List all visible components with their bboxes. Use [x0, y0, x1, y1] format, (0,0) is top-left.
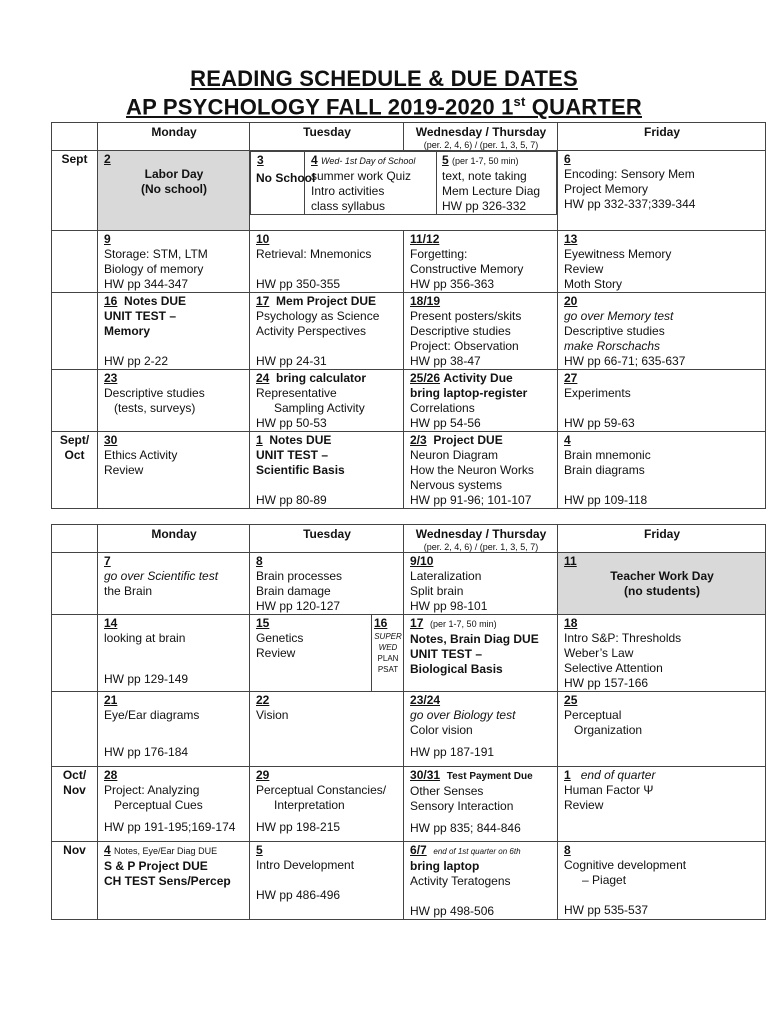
day-cell: 14 looking at brain HW pp 129-149	[98, 615, 250, 692]
header-tuesday: Tuesday	[250, 123, 404, 151]
table-row	[52, 151, 766, 231]
table-row	[52, 432, 766, 509]
day-cell: 5 Intro Development HW pp 486-496	[250, 842, 404, 920]
day-cell: 8 Brain processes Brain damage HW pp 120-127	[250, 553, 404, 615]
table-row	[52, 842, 766, 920]
day-cell: 3 4 Wed- 1st Day of School summer work Quiz Intro activities class syllabus 5 (per 1-7, 50 min) text, note taking Mem Lecture Diag HW pp 326-332 No School	[250, 151, 558, 231]
day-cell: 23/24 go over Biology test Color vision HW pp 187-191	[404, 692, 558, 767]
header-blank	[52, 123, 98, 151]
month-label	[52, 615, 98, 692]
day-cell: 21 Eye/Ear diagrams HW pp 176-184	[98, 692, 250, 767]
day-cell: 17 Mem Project DUE Psychology as Science Activity Perspectives HW pp 24-31	[250, 293, 404, 370]
header-friday: Friday	[558, 123, 766, 151]
page-title-line-2: AP PSYCHOLOGY FALL 2019-2020 1st QUARTER	[126, 94, 642, 120]
day-cell: 16 SUPER WED PLAN PSAT	[372, 615, 404, 692]
day-cell: 27 Experiments HW pp 59-63	[558, 370, 766, 432]
month-label: Sept/ Oct	[52, 432, 98, 509]
day-cell: 9 Storage: STM, LTM Biology of memory HW pp 344-347	[98, 231, 250, 293]
month-label	[52, 553, 98, 615]
day-cell: 17 (per 1-7, 50 min) Notes, Brain Diag DUE UNIT TEST – Biological Basis	[404, 615, 558, 692]
month-label	[52, 370, 98, 432]
page-title-line-1: READING SCHEDULE & DUE DATES	[190, 66, 578, 91]
schedule-table-2	[51, 524, 766, 920]
day-cell: 10 Retrieval: Mnemonics HW pp 350-355	[250, 231, 404, 293]
day-cell: 7 go over Scientific test the Brain	[98, 553, 250, 615]
header-blank	[52, 525, 98, 553]
day-cell: 11/12 Forgetting: Constructive Memory HW pp 356-363	[404, 231, 558, 293]
header-monday: Monday	[98, 525, 250, 553]
day-cell: 20 go over Memory test Descriptive studies make Rorschachs HW pp 66-71; 635-637	[558, 293, 766, 370]
day-cell: 4 Brain mnemonic Brain diagrams HW pp 109-118	[558, 432, 766, 509]
table-row	[52, 231, 766, 293]
day-cell: 4 Notes, Eye/Ear Diag DUE S & P Project DUE CH TEST Sens/Percep	[98, 842, 250, 920]
day-cell: 30 Ethics Activity Review	[98, 432, 250, 509]
table-row	[52, 293, 766, 370]
header-monday: Monday	[98, 123, 250, 151]
day-cell: 18/19 Present posters/skits Descriptive studies Project: Observation HW pp 38-47	[404, 293, 558, 370]
schedule-table-1	[51, 122, 766, 509]
day-cell: 22 Vision	[250, 692, 404, 767]
day-cell: 15 Genetics Review	[250, 615, 372, 692]
day-cell: 6/7 end of 1st quarter on 6th bring laptop Activity Teratogens HW pp 498-506	[404, 842, 558, 920]
header-tuesday: Tuesday	[250, 525, 404, 553]
day-cell: 13 Eyewitness Memory Review Moth Story	[558, 231, 766, 293]
day-cell: 11 Teacher Work Day (no students)	[558, 553, 766, 615]
table-row	[52, 553, 766, 615]
header-wedthu: Wednesday / Thursday (per. 2, 4, 6) / (per. 1, 3, 5, 7)	[404, 525, 558, 553]
day-cell: 25/26 Activity Due bring laptop-register Correlations HW pp 54-56	[404, 370, 558, 432]
month-label	[52, 293, 98, 370]
day-cell: 8 Cognitive development – Piaget HW pp 535-537	[558, 842, 766, 920]
header-wedthu: Wednesday / Thursday (per. 2, 4, 6) / (per. 1, 3, 5, 7)	[404, 123, 558, 151]
day-cell: 2/3 Project DUE Neuron Diagram How the Neuron Works Nervous systems HW pp 91-96; 101-107	[404, 432, 558, 509]
day-cell: 1 Notes DUE UNIT TEST – Scientific Basis HW pp 80-89	[250, 432, 404, 509]
day-cell: 28 Project: Analyzing Perceptual Cues HW pp 191-195;169-174	[98, 767, 250, 842]
month-label: Oct/ Nov	[52, 767, 98, 842]
day-cell: 30/31 Test Payment Due Other Senses Sensory Interaction HW pp 835; 844-846	[404, 767, 558, 842]
table-header-row	[52, 123, 766, 151]
no-school-label: No School	[256, 171, 316, 185]
day-cell: 16 Notes DUE UNIT TEST – Memory HW pp 2-22	[98, 293, 250, 370]
day-cell: 29 Perceptual Constancies/ Interpretation HW pp 198-215	[250, 767, 404, 842]
header-friday: Friday	[558, 525, 766, 553]
month-label	[52, 692, 98, 767]
table-row	[52, 370, 766, 432]
month-label: Sept	[52, 151, 98, 231]
table-row	[52, 767, 766, 842]
day-cell: 24 bring calculator Representative Sampling Activity HW pp 50-53	[250, 370, 404, 432]
month-label	[52, 231, 98, 293]
month-label: Nov	[52, 842, 98, 920]
table-header-row	[52, 525, 766, 553]
day-cell: 6 Encoding: Sensory Mem Project Memory HW pp 332-337;339-344	[558, 151, 766, 231]
day-cell: 9/10 Lateralization Split brain HW pp 98-101	[404, 553, 558, 615]
day-cell: 1 end of quarter Human Factor Ψ Review	[558, 767, 766, 842]
table-row	[52, 692, 766, 767]
table-row	[52, 615, 766, 692]
day-cell: 2 Labor Day (No school)	[98, 151, 250, 231]
day-cell: 23 Descriptive studies (tests, surveys)	[98, 370, 250, 432]
day-cell: 25 Perceptual Organization	[558, 692, 766, 767]
day-cell: 18 Intro S&P: Thresholds Weber’s Law Selective Attention HW pp 157-166	[558, 615, 766, 692]
